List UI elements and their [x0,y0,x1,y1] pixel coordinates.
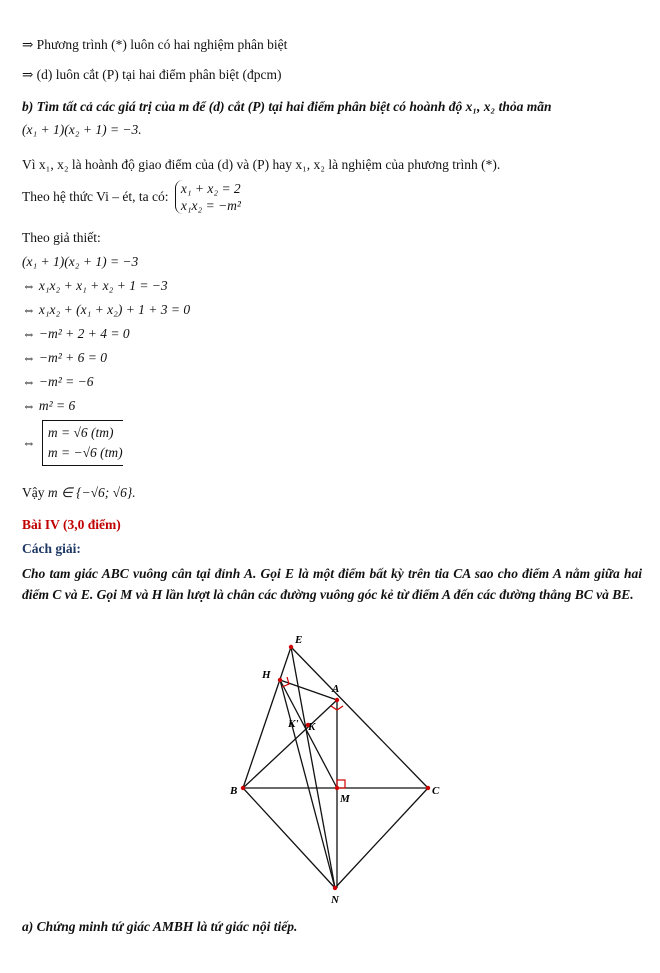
step-8-equiv: ⇔ [22,435,36,450]
vi-statement: Vì x₁, x₂ là hoành độ giao điểm của (d) và (P) hay x₁, x₂ là nghiệm của phương trình (*). [22,157,501,172]
vieta-sum: x₁ + x₂ = 2 [180,181,241,196]
step-8-bracket [42,420,123,466]
conclusion-line-2: ⇒ (d) luôn cắt (P) tại hai điểm phân biệt (đpcm) [22,67,282,82]
root-positive: m = √6 (tm) [47,425,114,440]
vieta-block [22,180,241,214]
question-b: b) Tìm tất cả các giá trị của m để (d) cắt (P) tại hai điểm phân biệt có hoành độ x₁, x₂ thỏa mãn [22,99,552,114]
label-B: B [230,785,238,797]
step-2: ⇔ x₁x₂ + x₁ + x₂ + 1 = −3 [22,278,168,293]
step-6: ⇔ −m² = −6 [22,374,94,389]
conclusion-b-label: Vậy [22,485,45,500]
geometry-figure [0,630,660,950]
step-4: ⇔ −m² + 2 + 4 = 0 [22,326,130,341]
vieta-system [175,180,241,214]
label-N: N [331,894,339,906]
problem-statement: Cho tam giác ABC vuông cân tại đỉnh A. Gọi E là một điểm bất kỳ trên tia CA sao cho điểm A nằm giữa hai điểm C và E. Gọi M và H lần lượt là chân các đường vuông góc kẻ từ điểm A đến các đường thẳng BC và BE. [22,566,642,602]
conclusion-line-1: ⇒ Phương trình (*) luôn có hai nghiệm phân biệt [22,37,288,52]
step-8 [22,420,123,466]
step-7: ⇔ m² = 6 [22,398,76,413]
part-a: a) Chứng minh tứ giác AMBH là tứ giác nội tiếp. [22,919,298,934]
vieta-label: Theo hệ thức Vi – ét, ta có: [22,189,169,204]
solution-label: Cách giải: [22,541,81,556]
vieta-product: x₁x₂ = −m² [180,198,241,213]
section-bai-iv: Bài IV (3,0 điểm) [22,517,121,532]
label-K: K [308,721,316,733]
label-M: M [340,793,350,805]
label-C: C [432,785,440,797]
step-3: ⇔ x₁x₂ + (x₁ + x₂) + 1 + 3 = 0 [22,302,191,317]
root-negative: m = −√6 (tm) [47,445,123,460]
conclusion-b-set: m ∈ {−√6; √6}. [47,485,136,500]
step-1: (x₁ + 1)(x₂ + 1) = −3 [22,254,139,269]
label-E: E [295,634,303,646]
given-label: Theo giả thiết: [22,230,101,245]
step-5: ⇔ −m² + 6 = 0 [22,350,108,365]
label-H: H [262,669,271,681]
label-A: A [332,683,340,695]
label-K-prime: K' [288,718,299,730]
question-b-equation: (x₁ + 1)(x₂ + 1) = −3. [22,122,142,137]
conclusion-b [22,484,136,502]
